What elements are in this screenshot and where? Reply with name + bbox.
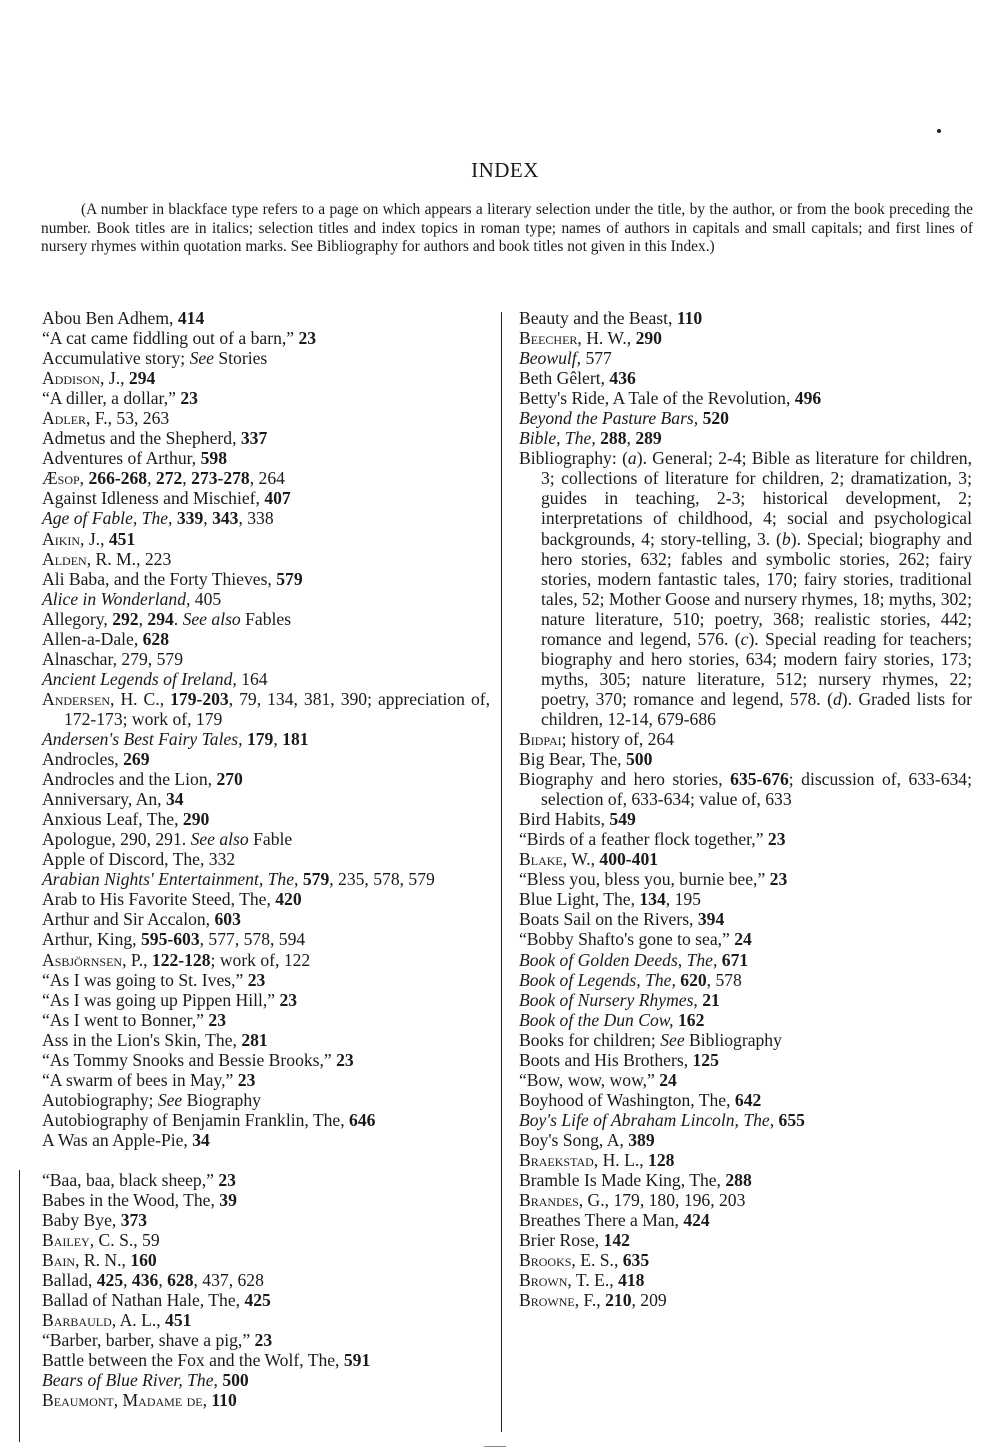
index-entry: Blue Light, The, 134, 195 [519, 889, 701, 910]
index-entry: Arabian Nights' Entertainment, The, 579, 235, 578, 579 [42, 869, 435, 890]
index-entry: Boots and His Brothers, 125 [519, 1049, 719, 1070]
index-entry: Allen-a-Dale, 628 [42, 628, 170, 649]
index-entry: “Birds of a feather flock together,” 23 [519, 829, 786, 850]
index-entry: Babes in the Wood, The, 39 [42, 1190, 237, 1211]
index-entry: Barbauld, A. L., 451 [42, 1310, 192, 1331]
index-entry: Brandes, G., 179, 180, 196, 203 [519, 1190, 746, 1211]
index-entry: Andersen, H. C., 179-203, 79, 134, 381, 390; appreciation of, 172-173; work of, 179 [42, 688, 490, 729]
index-entry: Boyhood of Washington, The, 642 [519, 1089, 762, 1110]
index-entry: Bain, R. N., 160 [42, 1250, 157, 1271]
index-entry: Brown, T. E., 418 [519, 1270, 645, 1291]
index-entry: “Bow, wow, wow,” 24 [519, 1069, 677, 1090]
index-entry: Beowulf, 577 [519, 348, 612, 369]
index-entry: “As I went to Bonner,” 23 [42, 1009, 226, 1030]
index-entry: Arthur and Sir Accalon, 603 [42, 909, 241, 930]
index-entry: “As Tommy Snooks and Bessie Brooks,” 23 [42, 1049, 354, 1070]
index-entry: Browne, F., 210, 209 [519, 1290, 667, 1311]
index-entry: Against Idleness and Mischief, 407 [42, 488, 291, 509]
index-entry: Beecher, H. W., 290 [519, 328, 662, 349]
index-entry: Baby Bye, 373 [42, 1210, 148, 1231]
index-entry: Andersen's Best Fairy Tales, 179, 181 [42, 728, 309, 749]
index-entry: Boats Sail on the Rivers, 394 [519, 909, 725, 930]
index-entry: Boy's Life of Abraham Lincoln, The, 655 [519, 1109, 805, 1130]
index-entry: Biography and hero stories, 635-676; discussion of, 633-634; selection of, 633-634; value of, 633 [519, 769, 972, 810]
index-entry: A Was an Apple-Pie, 34 [42, 1129, 210, 1150]
index-entry: Beth Gêlert, 436 [519, 368, 636, 389]
index-entry: Bailey, C. S., 59 [42, 1230, 160, 1251]
page-foot-mark [484, 1446, 506, 1447]
index-entry: Anniversary, An, 34 [42, 789, 184, 810]
index-entry: Autobiography of Benjamin Franklin, The, 646 [42, 1109, 376, 1130]
index-entry: Androcles, 269 [42, 749, 150, 770]
index-entry: “A swarm of bees in May,” 23 [42, 1069, 256, 1090]
index-entry: Battle between the Fox and the Wolf, The, 591 [42, 1350, 371, 1371]
index-entry: Admetus and the Shepherd, 337 [42, 428, 268, 449]
index-entry: Alden, R. M., 223 [42, 548, 172, 569]
index-column-left [42, 308, 490, 1411]
index-entry: “Barber, barber, shave a pig,” 23 [42, 1330, 273, 1351]
index-entry: Book of Legends, The, 620, 578 [519, 969, 742, 990]
index-entry: “Bless you, bless you, burnie bee,” 23 [519, 869, 788, 890]
index-entry: Asbjörnsen, P., 122-128; work of, 122 [42, 949, 311, 970]
index-entry: Brooks, E. S., 635 [519, 1250, 650, 1271]
index-entry: Autobiography; See Biography [42, 1089, 261, 1110]
index-entry: Blake, W., 400-401 [519, 849, 659, 870]
index-entry: Æsop, 266-268, 272, 273-278, 264 [42, 468, 285, 489]
index-entry: Arthur, King, 595-603, 577, 578, 594 [42, 929, 306, 950]
index-entry: Ass in the Lion's Skin, The, 281 [42, 1029, 268, 1050]
index-entry: Ballad of Nathan Hale, The, 425 [42, 1290, 271, 1311]
index-entry: Bidpai; history of, 264 [519, 728, 675, 749]
index-entry: Bramble Is Made King, The, 288 [519, 1170, 752, 1191]
index-entry: Beyond the Pasture Bars, 520 [519, 408, 729, 429]
index-entry: Boy's Song, A, 389 [519, 1129, 655, 1150]
index-entry: Abou Ben Adhem, 414 [42, 308, 205, 328]
page-title: INDEX [471, 158, 539, 182]
index-entry: Bears of Blue River, The, 500 [42, 1370, 249, 1391]
index-column-right [519, 308, 972, 1310]
index-entry: Book of Nursery Rhymes, 21 [519, 989, 720, 1010]
index-entry: Allegory, 292, 294. See also Fables [42, 608, 292, 629]
index-entry: Addison, J., 294 [42, 368, 156, 389]
index-entry: Anxious Leaf, The, 290 [42, 809, 210, 830]
index-entry: Adventures of Arthur, 598 [42, 448, 227, 469]
index-entry: Bible, The, 288, 289 [519, 428, 662, 449]
index-entry: Breathes There a Man, 424 [519, 1210, 710, 1231]
index-entry: Age of Fable, The, 339, 343, 338 [42, 508, 274, 529]
index-entry: “A diller, a dollar,” 23 [42, 388, 198, 409]
index-entry: Book of Golden Deeds, The, 671 [519, 949, 749, 970]
index-entry: Ballad, 425, 436, 628, 437, 628 [42, 1270, 264, 1291]
index-entry: Betty's Ride, A Tale of the Revolution, 496 [519, 388, 822, 409]
index-entry: Androcles and the Lion, 270 [42, 769, 243, 790]
index-entry: Adler, F., 53, 263 [42, 408, 170, 429]
stray-dot-mark [937, 129, 941, 133]
column-divider-rule [501, 312, 502, 1432]
margin-rule-left [19, 1170, 20, 1442]
index-entry: “As I was going to St. Ives,” 23 [42, 969, 266, 990]
index-entry: Bibliography: (a). General; 2-4; Bible as literature for children, 3; collections of literature for children, 2; dramatization, 3; guides in teaching, 2-3; historical development, 2; interpretations of childhood, 4; social and psychological backgrounds, 4; story-telling, 3. (b). Special; biography and hero stories, 632; fables and symbolic stories, 262; fairy stories, modern fantastic tales, 170; fairy stories, traditional tales, 52; Mother Goose and nursery rhymes, 18; myths, 302; nature literature, 510; poetry, 368; realistic stories, 442; romance and legend, 576. (c). Special reading for teachers; biography and hero stories, 634; modern fairy stories, 173; myths, 305; nature literature, 512; nursery rhymes, 22; poetry, 370; romance and legend, 578. (d). Graded lists for children, 12-14, 679-686 [519, 448, 972, 729]
index-entry: Ali Baba, and the Forty Thieves, 579 [42, 568, 303, 589]
index-entry: “Bobby Shafto's gone to sea,” 24 [519, 929, 752, 950]
section-gap [42, 1150, 490, 1170]
index-entry: Big Bear, The, 500 [519, 749, 653, 770]
index-entry: Apple of Discord, The, 332 [42, 849, 236, 870]
index-entry: Apologue, 290, 291. See also Fable [42, 829, 293, 850]
index-entry: Aikin, J., 451 [42, 528, 136, 549]
index-entry: Accumulative story; See Stories [42, 348, 268, 369]
index-entry: Book of the Dun Cow, 162 [519, 1009, 705, 1030]
index-entry: “A cat came fiddling out of a barn,” 23 [42, 328, 317, 349]
index-entry: Books for children; See Bibliography [519, 1029, 782, 1050]
index-entry: “As I was going up Pippen Hill,” 23 [42, 989, 298, 1010]
index-entry: Beaumont, Madame de, 110 [42, 1390, 237, 1411]
index-entry: Alice in Wonderland, 405 [42, 588, 222, 609]
index-entry: Bird Habits, 549 [519, 809, 636, 830]
index-entry: Braekstad, H. L., 128 [519, 1149, 675, 1170]
index-entry: “Baa, baa, black sheep,” 23 [42, 1169, 236, 1190]
index-entry: Ancient Legends of Ireland, 164 [42, 668, 268, 689]
index-entry: Brier Rose, 142 [519, 1230, 630, 1251]
index-entry: Alnaschar, 279, 579 [42, 648, 183, 669]
index-entry: Arab to His Favorite Steed, The, 420 [42, 889, 302, 910]
index-introduction: (A number in blackface type refers to a page on which appears a literary selection under the title, by the author, or from the book preceding the number. Book titles are in italics; selection titles and index topics in roman type; names of authors in capitals and small capitals; and first lines of nursery rhymes within quotation marks. See Bibliography for authors and book titles not given in this Index.) [41, 201, 973, 255]
index-entry: Beauty and the Beast, 110 [519, 308, 703, 328]
